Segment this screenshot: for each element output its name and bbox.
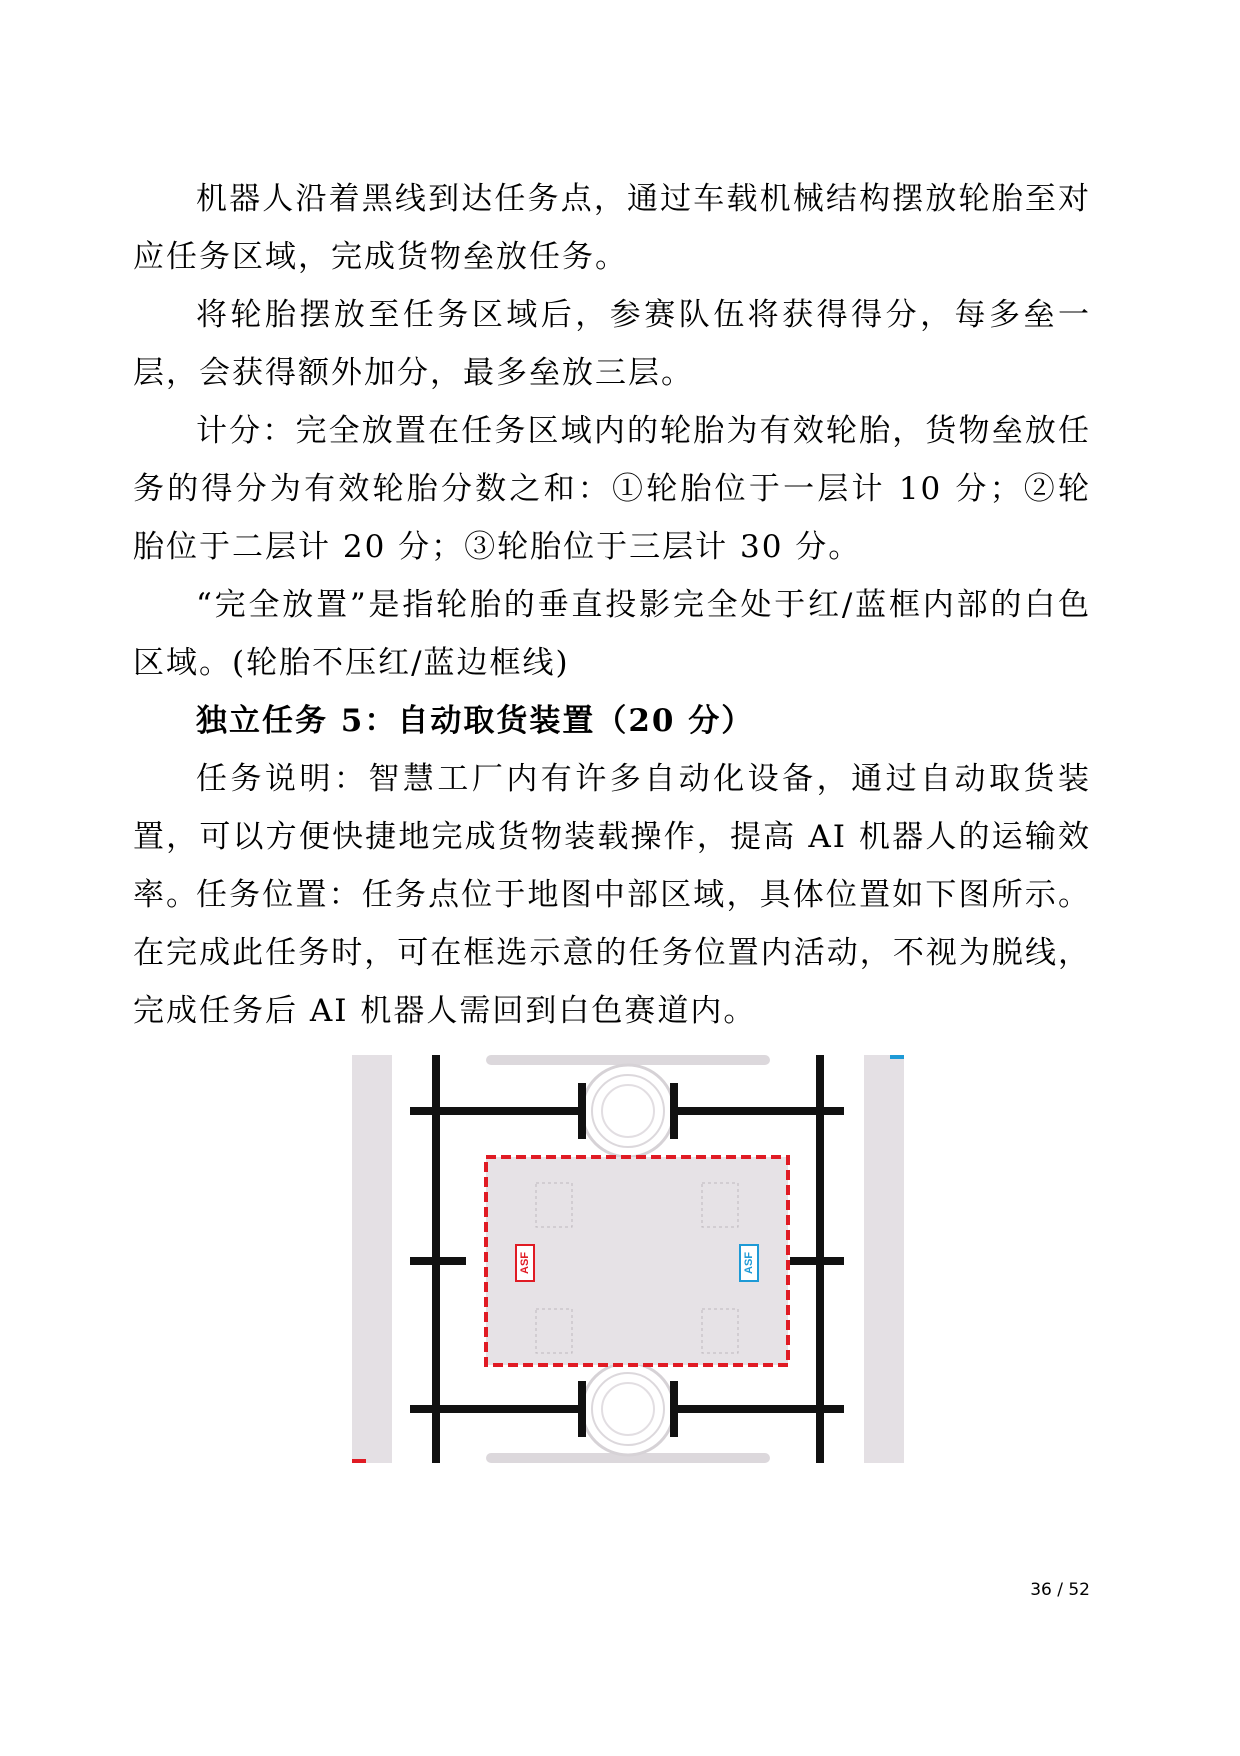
top-circle-marker <box>582 1065 674 1157</box>
page-number: 36 / 52 <box>1030 1580 1090 1600</box>
section-heading: 独立任务 5：自动取货装置（20 分） <box>196 703 755 739</box>
left-strip-red-tick <box>352 1459 366 1463</box>
right-side-strip <box>864 1055 904 1463</box>
paragraph-task-description: 任务说明：智慧工厂内有许多自动化设备，通过自动取货装置，可以方便快捷地完成货物装载操作，提高 AI 机器人的运输效率。 <box>133 761 1091 913</box>
paragraph-scoring: 计分：完全放置在任务区域内的轮胎为有效轮胎，货物垒放任务的得分为有效轮胎分数之和：①轮胎位于一层计 10 分；②轮胎位于二层计 20 分；③轮胎位于三层计 30 分。 <box>133 413 1091 565</box>
paragraph-task-location: 任务位置：任务点位于地图中部区域，具体位置如下图所示。在完成此任务时，可在框选示意的任务位置内活动，不视为脱线，完成任务后 AI 机器人需回到白色赛道内。 <box>133 877 1091 1029</box>
task-area-map <box>352 1055 904 1463</box>
bottom-circle-marker <box>582 1363 674 1455</box>
right-strip-blue-tick <box>890 1055 904 1059</box>
paragraph-full-placement: “完全放置”是指轮胎的垂直投影完全处于红/蓝框内部的白色区域。(轮胎不压红/蓝边框线) <box>133 587 1091 681</box>
blue-asf-label: ASF <box>742 1252 755 1274</box>
paragraph-stacking-bonus: 将轮胎摆放至任务区域后，参赛队伍将获得得分，每多垒一层，会获得额外加分，最多垒放三层。 <box>133 297 1091 391</box>
red-asf-marker <box>516 1245 534 1281</box>
red-asf-label: ASF <box>518 1252 531 1274</box>
blue-asf-marker <box>740 1245 758 1281</box>
paragraph-robot-line-task: 机器人沿着黑线到达任务点，通过车载机械结构摆放轮胎至对应任务区域，完成货物垒放任务。 <box>133 181 1091 275</box>
left-side-strip <box>352 1055 392 1463</box>
